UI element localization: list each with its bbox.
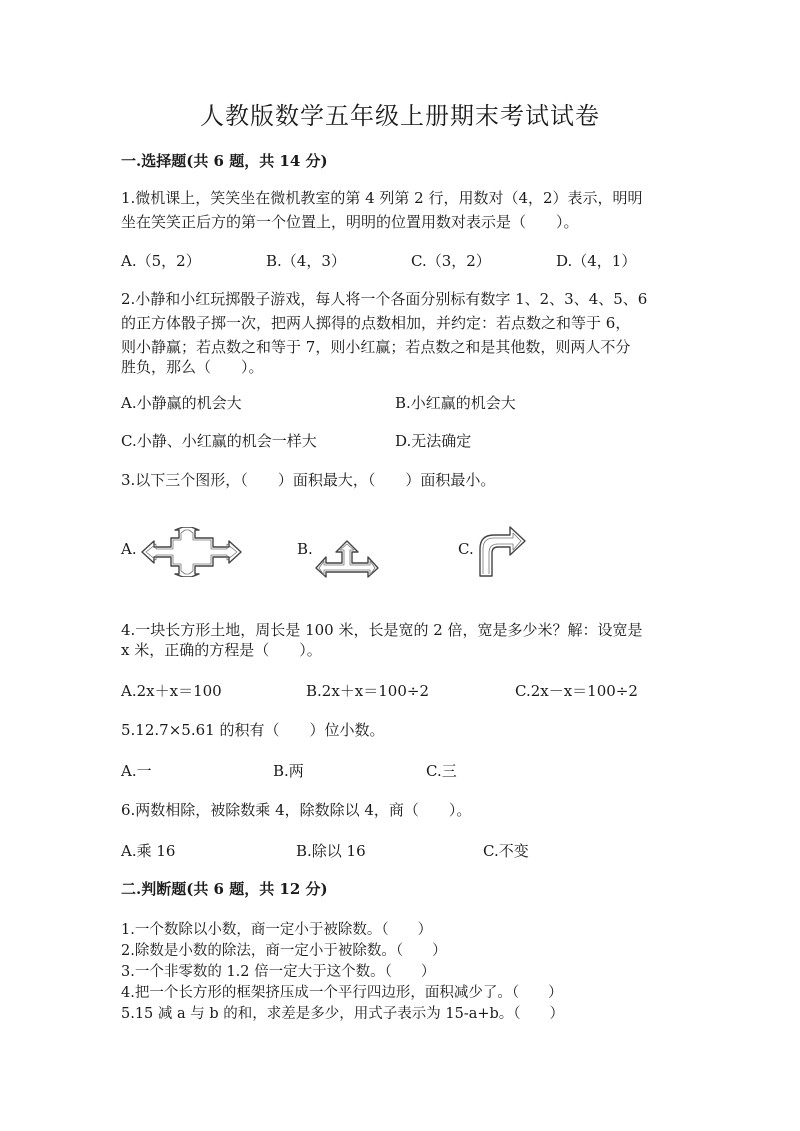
- q4-option-b: B.2x＋x＝100÷2: [306, 682, 429, 700]
- question-2-line-3: 则小静赢；若点数之和等于 7，则小红赢；若点数之和是其他数，则两人不分: [121, 338, 631, 356]
- q5-option-a: A.一: [121, 762, 152, 780]
- q6-option-b: B.除以 16: [296, 842, 366, 860]
- q6-option-a: A.乘 16: [121, 842, 176, 860]
- judgment-item-5: 5.15 减 a 与 b 的和，求差是多少，用式子表示为 15-a+b。（ ）: [121, 1006, 565, 1022]
- question-4-line-2: x 米，正确的方程是（ ）。: [121, 641, 322, 659]
- question-6-line-1: 6.两数相除，被除数乘 4，除数除以 4，商（ ）。: [121, 801, 472, 819]
- figure-a-cross-arrow: [141, 527, 243, 577]
- q2-option-c: C.小静、小红赢的机会一样大: [121, 432, 317, 450]
- question-3-line-1: 3.以下三个图形，（ ）面积最大，（ ）面积最小。: [121, 471, 496, 489]
- q4-option-c: C.2x－x＝100÷2: [515, 682, 638, 700]
- section-heading-choice: 一.选择题(共 6 题，共 14 分): [121, 152, 328, 170]
- section-heading-judgment: 二.判断题(共 6 题，共 12 分): [121, 880, 328, 898]
- q2-option-a: A.小静赢的机会大: [121, 394, 242, 412]
- q3-option-a: A.: [121, 540, 137, 558]
- question-5-line-1: 5.12.7×5.61 的积有（ ）位小数。: [121, 721, 385, 739]
- q5-option-b: B.两: [273, 762, 304, 780]
- judgment-item-3: 3.一个非零数的 1.2 倍一定大于这个数。（ ）: [121, 964, 436, 980]
- question-4-line-1: 4.一块长方形土地，周长是 100 米，长是宽的 2 倍，宽是多少米？解：设宽是: [121, 621, 643, 639]
- question-2-line-4: 胜负，那么（ ）。: [121, 358, 264, 376]
- q1-option-c: C.（3，2）: [411, 252, 491, 270]
- q2-option-d: D.无法确定: [395, 432, 472, 450]
- q6-option-c: C.不变: [483, 842, 529, 860]
- q1-option-b: B.（4，3）: [266, 252, 346, 270]
- q3-option-c: C.: [458, 540, 474, 558]
- question-1-line-1: 1.微机课上，笑笑坐在微机教室的第 4 列第 2 行，用数对（4，2）表示，明明: [121, 189, 643, 207]
- q4-option-a: A.2x＋x＝100: [121, 682, 222, 700]
- question-2-line-1: 2.小静和小红玩掷骰子游戏，每人将一个各面分别标有数字 1、2、3、4、5、6: [121, 290, 648, 308]
- judgment-item-4: 4.把一个长方形的框架挤压成一个平行四边形，面积减少了。（ ）: [121, 985, 563, 1001]
- page-title: 人教版数学五年级上册期末考试试卷: [200, 102, 600, 130]
- figure-b-t-arrow: [315, 540, 379, 578]
- q1-option-d: D.（4，1）: [556, 252, 637, 270]
- question-1-line-2: 坐在笑笑正后方的第一个位置上，明明的位置用数对表示是（ ）。: [121, 213, 579, 231]
- judgment-item-1: 1.一个数除以小数，商一定小于被除数。（ ）: [121, 922, 433, 938]
- q2-option-b: B.小红赢的机会大: [395, 394, 516, 412]
- q5-option-c: C.三: [426, 762, 457, 780]
- question-2-line-2: 的正方体骰子掷一次，把两人掷得的点数相加，并约定：若点数之和等于 6，: [121, 314, 631, 332]
- q3-option-b: B.: [297, 540, 313, 558]
- q1-option-a: A.（5，2）: [121, 252, 201, 270]
- judgment-item-2: 2.除数是小数的除法，商一定小于被除数。（ ）: [121, 943, 447, 959]
- figure-c-bent-arrow: [478, 525, 526, 577]
